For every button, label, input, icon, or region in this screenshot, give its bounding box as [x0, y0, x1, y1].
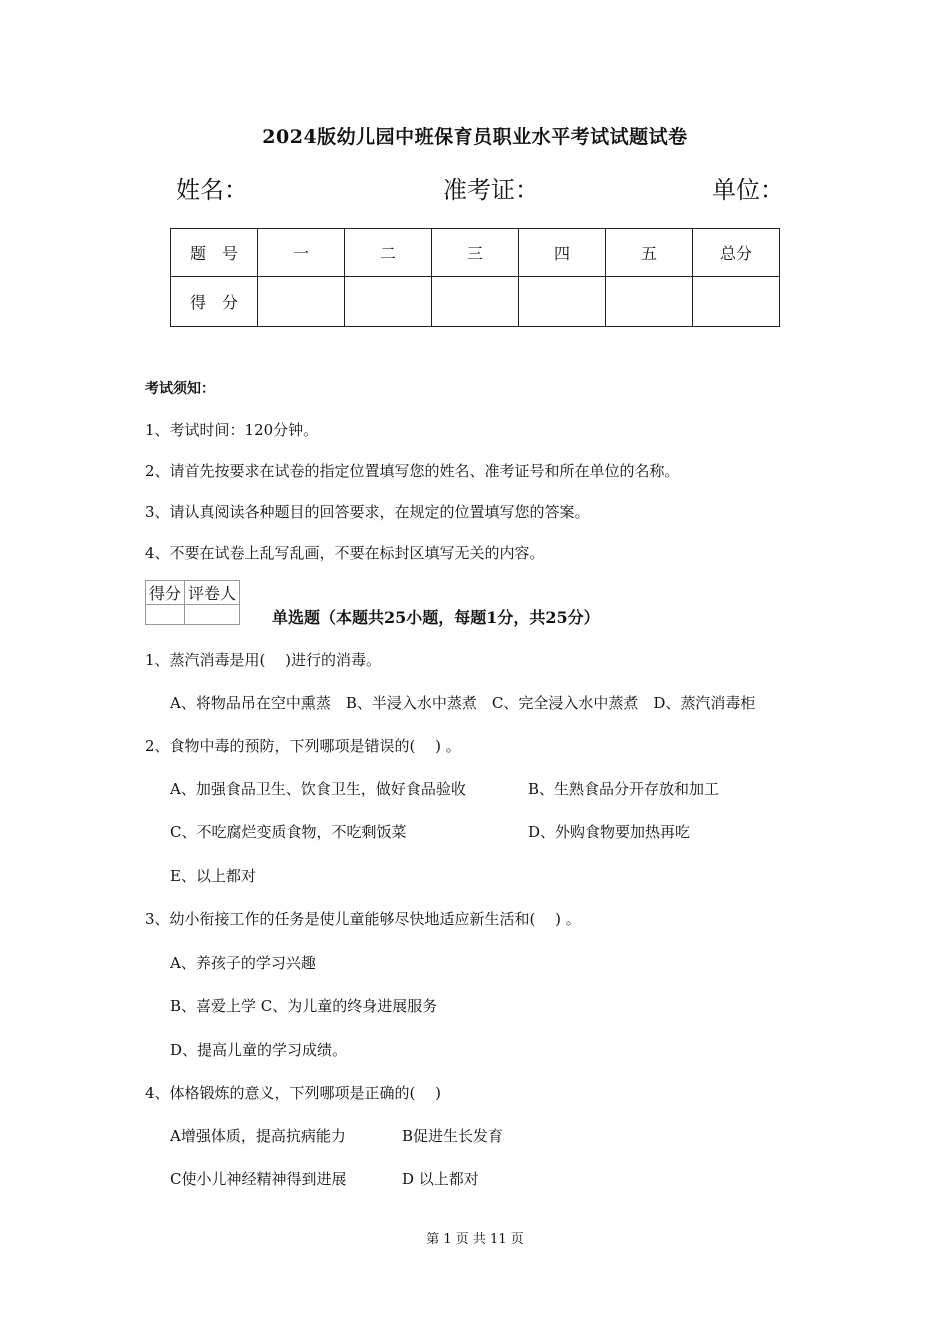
- exam-id-field-label: 准考证：: [443, 176, 539, 204]
- score-table-header-cell: 五: [606, 229, 693, 277]
- notice-item: 2、请首先按要求在试卷的指定位置填写您的姓名、准考证号和所在单位的名称。: [145, 462, 680, 480]
- notice-heading: 考试须知：: [145, 381, 215, 397]
- score-cell: [693, 277, 780, 327]
- grader-box-score-cell: [146, 605, 185, 625]
- question-option: B促进生长发育: [402, 1127, 504, 1145]
- grader-box: [145, 580, 240, 625]
- unit-field-label: 单位：: [712, 176, 784, 204]
- score-table-header-cell: 总分: [693, 229, 780, 277]
- score-table: [170, 228, 780, 327]
- score-table-row-label: 得 分: [171, 277, 258, 327]
- question-option: B、生熟食品分开存放和加工: [528, 780, 720, 798]
- question-stem: 1、蒸汽消毒是用( )进行的消毒。: [145, 651, 382, 669]
- page-title: 2024版幼儿园中班保育员职业水平考试试题试卷: [262, 126, 688, 148]
- question-option: A、加强食品卫生、饮食卫生，做好食品验收: [170, 780, 466, 798]
- notice-item: 4、不要在试卷上乱写乱画，不要在标封区填写无关的内容。: [145, 544, 545, 562]
- question-option: A、养孩子的学习兴趣: [170, 954, 316, 972]
- name-field-label: 姓名：: [176, 176, 248, 204]
- page-footer: 第 1 页 共 11 页: [426, 1232, 524, 1247]
- score-table-header-cell: 二: [345, 229, 432, 277]
- score-table-header-cell: 四: [519, 229, 606, 277]
- score-cell: [345, 277, 432, 327]
- question-option: C、不吃腐烂变质食物，不吃剩饭菜: [170, 823, 407, 841]
- question-option: D 以上都对: [402, 1170, 479, 1188]
- question-stem: 3、幼小衔接工作的任务是使儿童能够尽快地适应新生活和( ) 。: [145, 910, 581, 928]
- notice-item: 3、请认真阅读各种题目的回答要求，在规定的位置填写您的答案。: [145, 503, 590, 521]
- score-cell: [432, 277, 519, 327]
- score-table-score-row: [171, 277, 780, 327]
- question-stem: 4、体格锻炼的意义，下列哪项是正确的( ): [145, 1084, 442, 1102]
- question-option: A、将物品吊在空中熏蒸 B、半浸入水中蒸煮 C、完全浸入水中蒸煮 D、蒸汽消毒柜: [170, 694, 756, 712]
- score-cell: [258, 277, 345, 327]
- grader-box-grader-label: 评卷人: [185, 581, 240, 605]
- question-option: D、外购食物要加热再吃: [528, 823, 691, 841]
- question-option: E、以上都对: [170, 867, 256, 885]
- grader-box-grader-cell: [185, 605, 240, 625]
- section-title: 单选题（本题共25小题，每题1分，共25分）: [272, 608, 600, 627]
- score-cell: [606, 277, 693, 327]
- question-option: D、提高儿童的学习成绩。: [170, 1041, 348, 1059]
- score-cell: [519, 277, 606, 327]
- question-option: A增强体质，提高抗病能力: [170, 1127, 346, 1145]
- score-table-header-row: [171, 229, 780, 277]
- score-table-header-cell: 一: [258, 229, 345, 277]
- score-table-header-cell: 题 号: [171, 229, 258, 277]
- grader-box-score-label: 得分: [146, 581, 185, 605]
- question-option: B、喜爱上学 C、为儿童的终身进展服务: [170, 997, 438, 1015]
- notice-item: 1、考试时间：120分钟。: [145, 421, 319, 439]
- question-option: C使小儿神经精神得到进展: [170, 1170, 347, 1188]
- score-table-header-cell: 三: [432, 229, 519, 277]
- question-stem: 2、食物中毒的预防，下列哪项是错误的( ) 。: [145, 737, 461, 755]
